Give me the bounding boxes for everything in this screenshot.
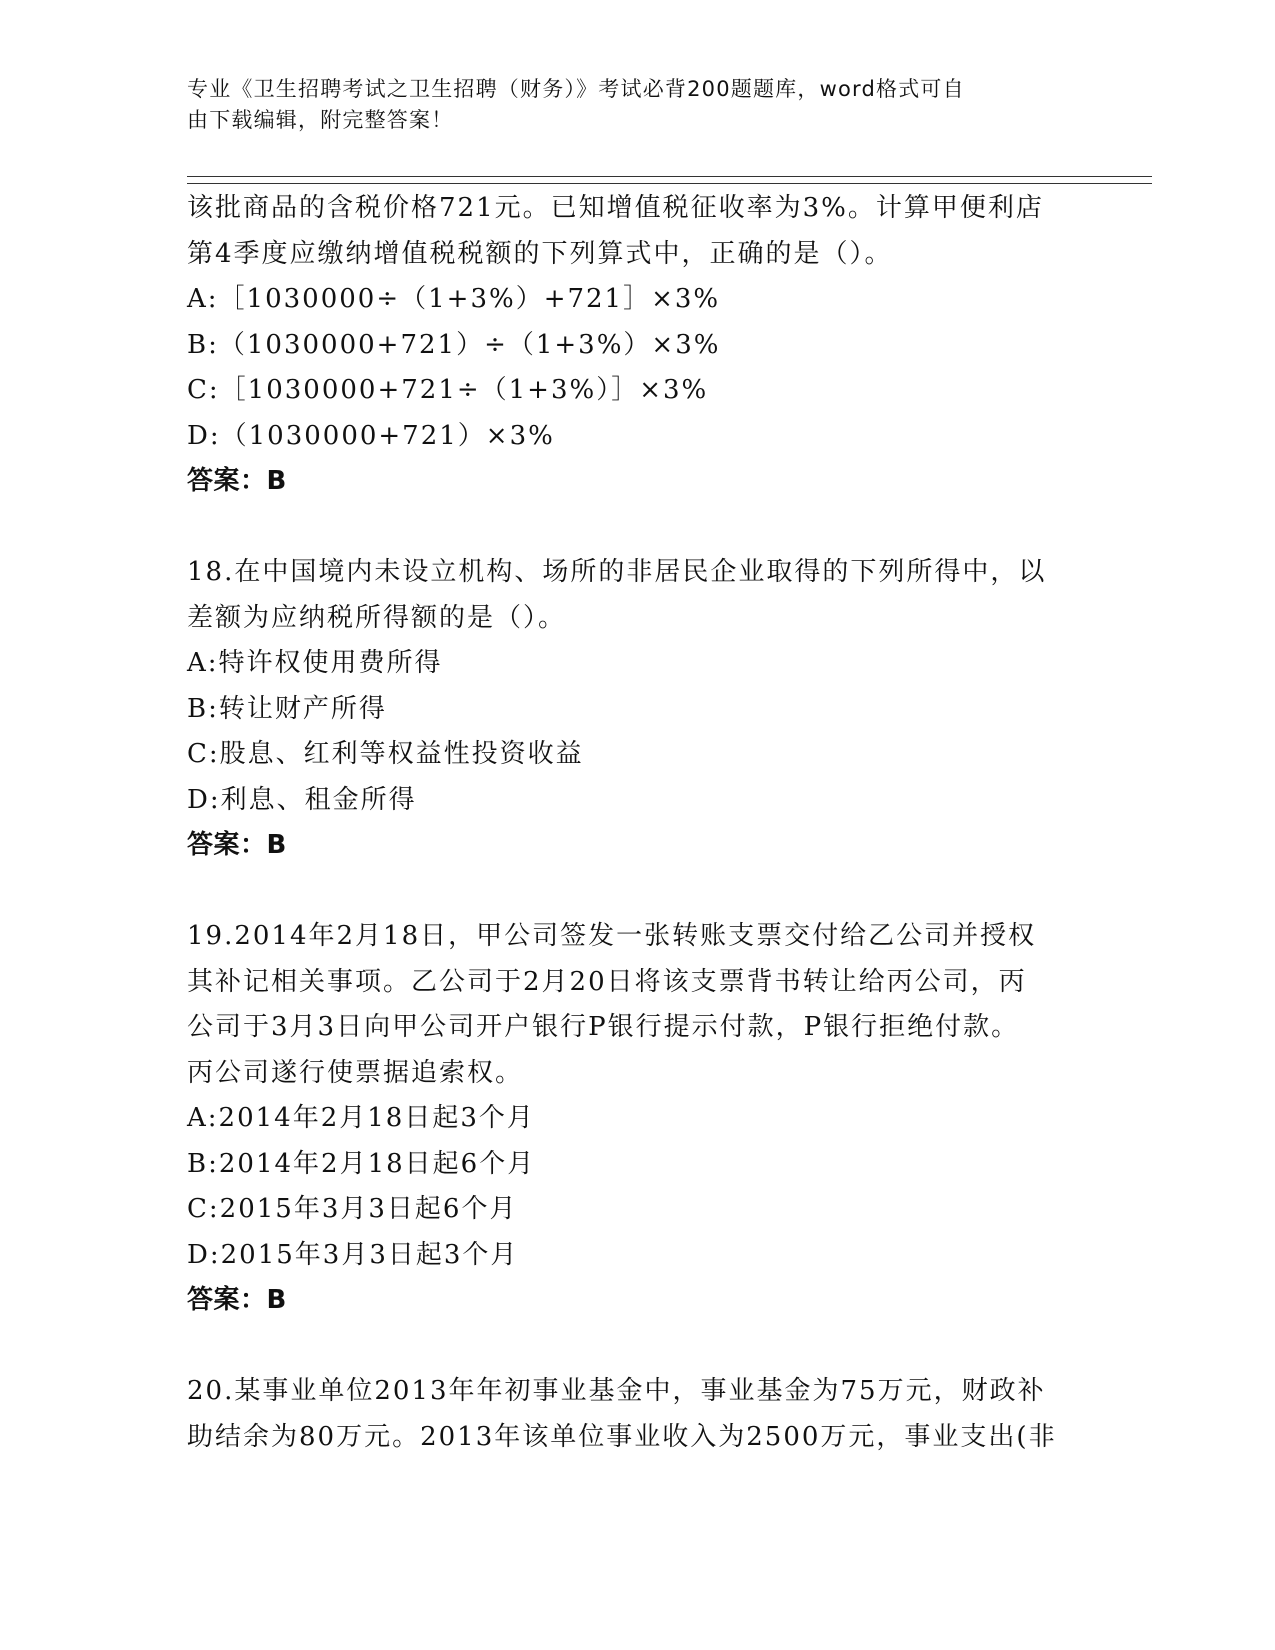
document-header [187,74,1067,136]
question-stem-line: 19.2014年2月18日，甲公司签发一张转账支票交付给乙公司并授权 [187,921,1037,951]
question-18 [187,550,1087,869]
answer-line: 答案：B [187,1285,287,1315]
option-a: A:［1030000÷（1+3%）+721］×3% [187,284,721,314]
document-body [187,186,1087,1460]
question-17 [187,186,1087,505]
question-stem-line: 18.在中国境内未设立机构、场所的非居民企业取得的下列所得中，以 [187,557,1047,587]
option-c: C:2015年3月3日起6个月 [187,1194,518,1224]
header-line-1: 专业《卫生招聘考试之卫生招聘（财务）》考试必背200题题库，word格式可自 [187,77,965,101]
option-a: A:2014年2月18日起3个月 [187,1103,535,1133]
header-line-2: 由下载编辑，附完整答案！ [187,108,454,132]
question-stem-line: 差额为应纳税所得额的是（）。 [187,602,567,633]
question-spacer [187,869,1087,915]
answer-line: 答案：B [187,466,287,496]
option-a: A:特许权使用费所得 [187,648,443,678]
question-stem-line: 第4季度应缴纳增值税税额的下列算式中，正确的是（）。 [187,238,893,269]
question-19 [187,914,1087,1324]
question-stem-line: 公司于3月3日向甲公司开户银行P银行提示付款，P银行拒绝付款。 [187,1012,1020,1042]
question-stem-line: 其补记相关事项。乙公司于2月20日将该支票背书转让给丙公司，丙 [187,966,1027,997]
option-b: B:2014年2月18日起6个月 [187,1148,536,1179]
question-stem-line: 该批商品的含税价格721元。已知增值税征收率为3%。计算甲便利店 [187,193,1044,223]
option-c: C:［1030000+721÷（1+3%）］×3% [187,375,709,405]
question-stem-line: 助结余为80万元。2013年该单位事业收入为2500万元，事业支出(非 [187,1421,1057,1452]
question-spacer [187,505,1087,551]
option-d: D:2015年3月3日起3个月 [187,1239,519,1270]
option-d: D:（1030000+721）×3% [187,420,555,451]
option-b: B:（1030000+721）÷（1+3%）×3% [187,329,721,360]
question-20 [187,1369,1087,1460]
question-stem-line: 20.某事业单位2013年年初事业基金中，事业基金为75万元，财政补 [187,1376,1046,1406]
option-d: D:利息、租金所得 [187,784,417,815]
option-b: B:转让财产所得 [187,693,387,724]
answer-line: 答案：B [187,830,287,860]
question-stem-line: 丙公司遂行使票据追索权。 [187,1057,524,1088]
question-spacer [187,1324,1087,1370]
header-divider-bottom [187,183,1152,184]
header-divider-top [187,176,1152,177]
option-c: C:股息、红利等权益性投资收益 [187,739,584,769]
